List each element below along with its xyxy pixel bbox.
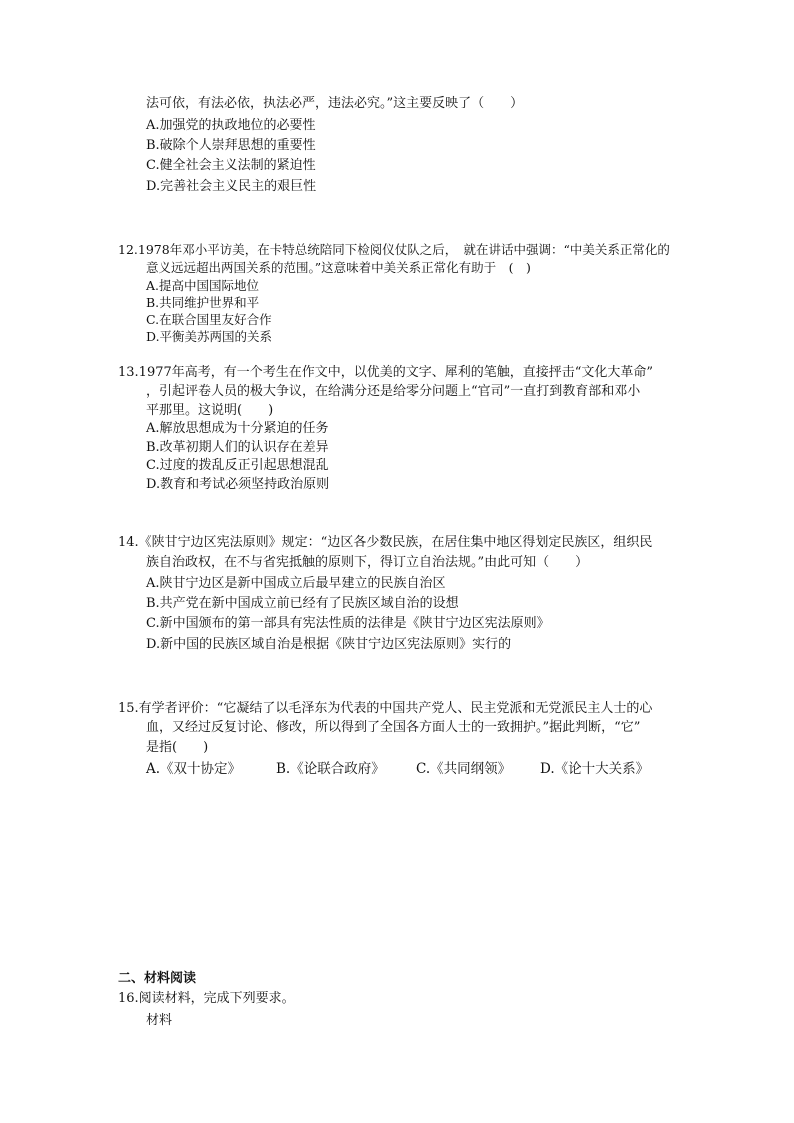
q12-option-c: C.在联合国里友好合作 — [146, 312, 272, 327]
q15-options-row — [146, 758, 706, 780]
section-heading: 二、材料阅读 — [118, 971, 197, 986]
q14-stem-line1: 14.《陕甘宁边区宪法原则》规定：“边区各少数民族，在居住集中地区得划定民族区，组织民 — [118, 535, 653, 550]
q11-stem: 法可依，有法必依，执法必严，违法必究。”这主要反映了（ ） — [146, 96, 524, 111]
q12-option-b: B.共同维护世界和平 — [146, 295, 260, 310]
q11-option-d: D.完善社会主义民主的艰巨性 — [146, 179, 317, 194]
q15-stem-line3: 是指( ) — [146, 740, 209, 755]
q15-option-c: C.《共同纲领》 — [416, 761, 512, 777]
q14-stem-line2: 族自治政权，在不与省宪抵触的原则下，得订立自治法规。”由此可知（ ） — [146, 555, 589, 570]
q16-stem: 16.阅读材料，完成下列要求。 — [118, 991, 295, 1006]
q11-option-a: A.加强党的执政地位的必要性 — [146, 118, 316, 133]
q13-option-a: A.解放思想成为十分紧迫的任务 — [146, 421, 329, 436]
q15-stem-line2: 血，又经过反复讨论、修改，所以得到了全国各方面人士的一致拥护。”据此判断，“它” — [146, 720, 641, 735]
q15-option-b: B.《论联合政府》 — [276, 761, 385, 777]
q15-stem-line1: 15.有学者评价：“它凝结了以毛泽东为代表的中国共产党人、民主党派和无党派民主人士的心 — [118, 701, 653, 716]
q12-option-a: A.提高中国国际地位 — [146, 278, 260, 293]
q13-option-c: C.过度的拨乱反正引起思想混乱 — [146, 458, 329, 473]
q13-stem-line2: ，引起评卷人员的极大争议，在给满分还是给零分问题上“官司”一直打到教育部和邓小 — [146, 384, 641, 399]
q14-option-b: B.共产党在新中国成立前已经有了民族区域自治的设想 — [146, 596, 459, 611]
q13-stem-line3: 平那里。这说明( ) — [146, 403, 274, 418]
q15-option-a: A.《双十协定》 — [146, 761, 242, 777]
q11-option-c: C.健全社会主义法制的紧迫性 — [146, 158, 316, 173]
q14-option-c: C.新中国颁布的第一部具有宪法性质的法律是《陕甘宁边区宪法原则》 — [146, 616, 550, 631]
q15-option-d: D.《论十大关系》 — [540, 761, 650, 777]
material-label: 材料 — [146, 1013, 173, 1028]
q12-stem-line1: 12.1978年邓小平访美，在卡特总统陪同下检阅仪仗队之后， 就在讲话中强调：“中美关系正常化的 — [118, 242, 670, 257]
q13-stem-line1: 13.1977年高考，有一个考生在作文中，以优美的文字、犀利的笔触，直接抨击“文化大革命” — [118, 365, 654, 380]
q12-stem-line2: 意义远远超出两国关系的范围。”这意味着中美关系正常化有助于 ( ) — [146, 260, 531, 275]
q14-option-d: D.新中国的民族区域自治是根据《陕甘宁边区宪法原则》实行的 — [146, 637, 512, 652]
q14-option-a: A.陕甘宁边区是新中国成立后最早建立的民族自治区 — [146, 576, 446, 591]
q12-option-d: D.平衡美苏两国的关系 — [146, 329, 273, 344]
q11-option-b: B.破除个人崇拜思想的重要性 — [146, 138, 316, 153]
q13-option-b: B.改革初期人们的认识存在差异 — [146, 440, 329, 455]
q13-option-d: D.教育和考试必须坚持政治原则 — [146, 477, 330, 492]
